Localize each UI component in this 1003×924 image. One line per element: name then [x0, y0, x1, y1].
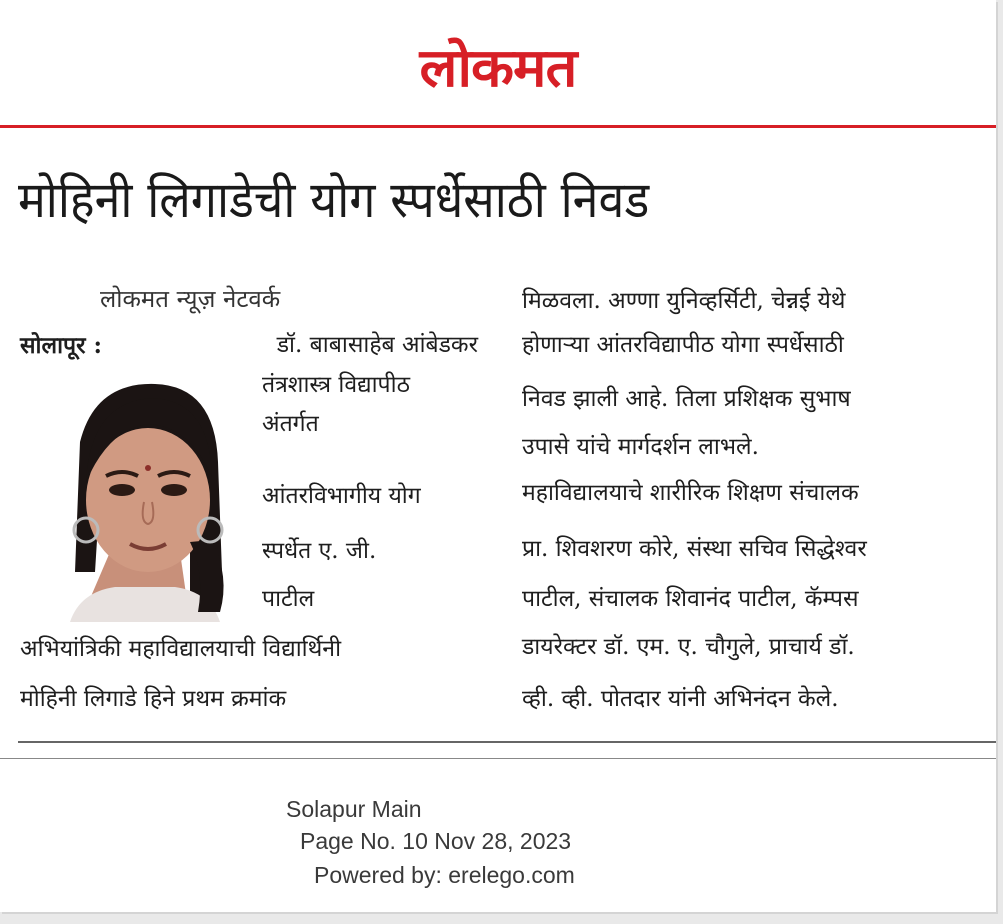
left-wrap-line-4	[262, 532, 478, 571]
left-below-line-2	[20, 680, 286, 719]
footer-divider	[0, 758, 996, 759]
left-below-line-1	[20, 630, 341, 669]
article-headline: मोहिनी लिगाडेची योग स्पर्धेसाठी निवड	[18, 171, 650, 229]
masthead	[0, 0, 996, 128]
left-wrap-text-3: आंतरविभागीय योग	[262, 483, 421, 509]
portrait-photo-icon	[40, 372, 250, 622]
left-column-first-line	[20, 326, 478, 365]
left-wrap-text-2: अंतर्गत	[262, 411, 319, 437]
byline: लोकमत न्यूज़ नेटवर्क	[100, 285, 281, 313]
left-wrap-text-1: तंत्रशास्त्र विद्यापीठ	[262, 372, 410, 398]
left-wrap-text-5: पाटील	[262, 586, 315, 612]
left-below-text-2: मोहिनी लिगाडे हिने प्रथम क्रमांक	[20, 686, 287, 712]
student-photo	[40, 372, 250, 622]
right-column-line: होणाऱ्या आंतरविद्यापीठ योगा स्पर्धेसाठी	[522, 332, 844, 358]
right-column-line: पाटील, संचालक शिवानंद पाटील, कॅम्पस	[522, 586, 859, 612]
right-column-line: प्रा. शिवशरण कोरे, संस्था सचिव सिद्धेश्वर	[522, 536, 867, 562]
left-below-text-1: अभियांत्रिकी महाविद्यालयाची विद्यार्थिनी	[20, 636, 342, 662]
left-wrap-line-3	[262, 477, 478, 516]
left-line: डॉ. बाबासाहेब आंबेडकर	[276, 332, 478, 358]
masthead-divider	[0, 125, 996, 128]
page-info: Page No. 10 Nov 28, 2023	[300, 828, 572, 854]
dateline: सोलापूर :	[20, 332, 103, 359]
right-column-line: मिळवला. अण्णा युनिव्हर्सिटी, चेन्नई येथे	[522, 288, 846, 314]
left-wrap-line-5	[262, 580, 478, 619]
right-column-line: व्ही. व्ही. पोतदार यांनी अभिनंदन केले.	[522, 686, 839, 712]
left-wrap-line-2	[262, 405, 478, 444]
edition-label: Solapur Main	[286, 796, 422, 822]
right-column-line: महाविद्यालयाचे शारीरिक शिक्षण संचालक	[522, 480, 859, 506]
right-column-line: निवड झाली आहे. तिला प्रशिक्षक सुभाष	[522, 386, 851, 412]
left-wrap-text-4: स्पर्धेत ए. जी.	[262, 538, 377, 564]
article-bottom-rule	[18, 741, 996, 743]
lokmat-logo: लोकमत	[419, 36, 577, 100]
right-column-line: डायरेक्टर डॉ. एम. ए. चौगुले, प्राचार्य डॉ.	[522, 634, 855, 660]
right-column-line: उपासे यांचे मार्गदर्शन लाभले.	[522, 434, 759, 460]
left-wrap-line-1	[262, 366, 478, 405]
powered-by: Powered by: erelego.com	[314, 862, 575, 888]
